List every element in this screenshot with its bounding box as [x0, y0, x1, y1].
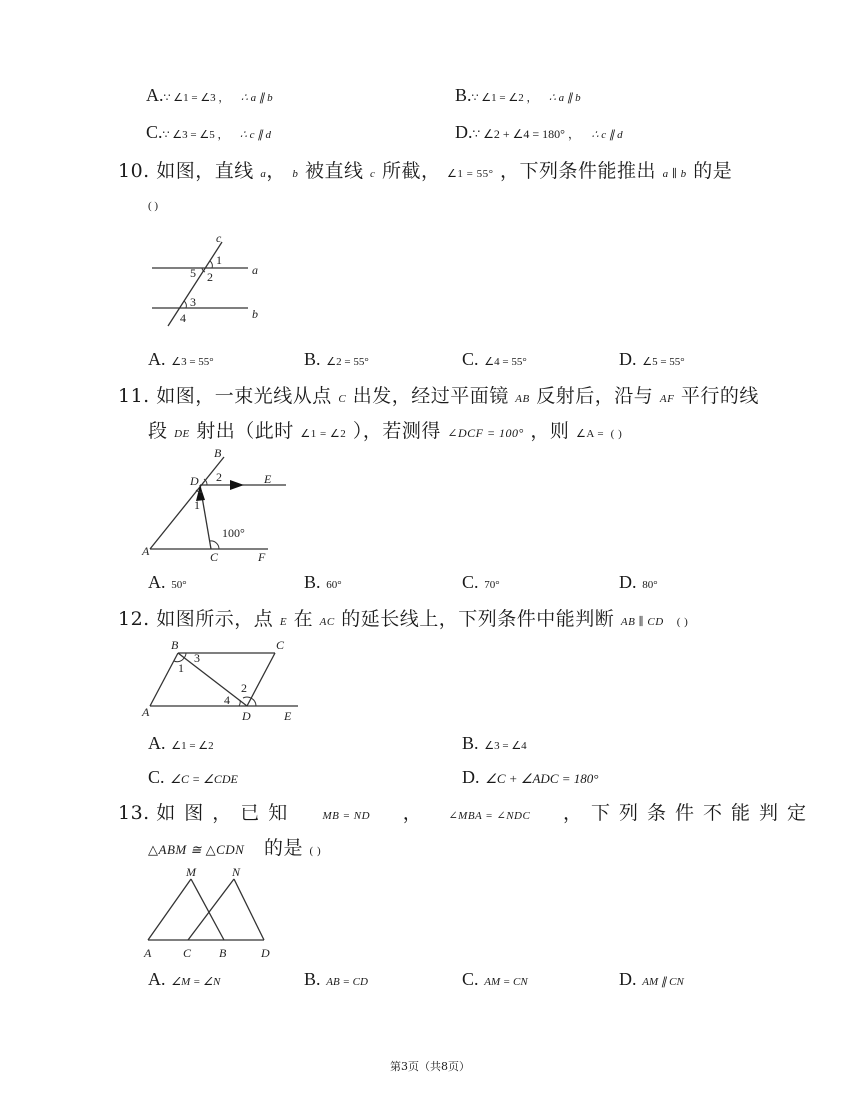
q10-stem: 10. 如图，直线 a， b 被直线 c 所截， ∠1 = 55° ，下列条件能推出 a ∥ b 的是 [118, 160, 733, 182]
q11-answer-bracket[interactable]: ( ) [610, 428, 623, 440]
q13-answer-bracket[interactable]: ( ) [309, 845, 322, 857]
angle-1-arc [210, 261, 212, 268]
q12-option-b[interactable]: B. ∠3 = ∠4 [462, 733, 527, 753]
label-a: a [252, 263, 258, 277]
label-angle-4: 4 [224, 693, 230, 707]
line-AM [148, 879, 191, 940]
label-M: M [186, 865, 196, 879]
q12-option-a[interactable]: A. ∠1 = ∠2 [148, 733, 214, 753]
label-angle-1: 1 [194, 498, 200, 512]
label-D: D [261, 946, 270, 960]
label-100: 100° [222, 526, 245, 540]
label-C: C [183, 946, 192, 960]
angle-3-arc [184, 301, 186, 308]
label-angle-3: 3 [190, 295, 196, 309]
label-angle-3: 3 [194, 651, 200, 665]
line-ND [234, 879, 264, 940]
line-c [168, 242, 222, 326]
q9-option-b[interactable]: B.∵ ∠1 = ∠2 ， ∴ a ∥ b [455, 85, 581, 105]
label-A: A [142, 544, 150, 558]
line-BD [178, 653, 247, 706]
q10-figure [140, 230, 280, 330]
q12-option-c[interactable]: C. ∠C = ∠CDE [148, 767, 238, 787]
arrow-right [230, 480, 244, 490]
q11-option-c[interactable]: C. 70° [462, 572, 500, 592]
label-C: C [276, 638, 285, 652]
label-angle-2: 2 [207, 270, 213, 284]
line-AB [150, 653, 178, 706]
label-c: c [216, 231, 222, 245]
q10-option-a[interactable]: A. ∠3 = 55° [148, 349, 214, 369]
q11-option-a[interactable]: A. 50° [148, 572, 187, 592]
q13-stem-line1: 13. 如图，已知 MB = ND ， ∠MBA = ∠NDC ，下列条件不能判定 [118, 802, 816, 824]
label-A: A [144, 946, 152, 960]
q13-option-c[interactable]: C. AM = CN [462, 969, 528, 989]
label-F: F [258, 550, 266, 564]
q10-option-d[interactable]: D. ∠5 = 55° [619, 349, 685, 369]
q12-figure [138, 636, 308, 726]
q9-option-c[interactable]: C.∵ ∠3 = ∠5 ， ∴ c ∥ d [146, 122, 272, 142]
q13-option-a[interactable]: A. ∠M = ∠N [148, 969, 221, 989]
q10-option-b[interactable]: B. ∠2 = 55° [304, 349, 369, 369]
q12-option-d[interactable]: D. ∠C + ∠ADC = 180° [462, 767, 599, 787]
q13-option-b[interactable]: B. AB = CD [304, 969, 368, 989]
q13-stem-line2: △ABM ≅ △CDN 的是 ( ) [148, 837, 322, 859]
q9-option-a[interactable]: A.∵ ∠1 = ∠3 ， ∴ a ∥ b [146, 85, 273, 105]
label-B: B [219, 946, 227, 960]
label-C: C [210, 550, 219, 564]
label-angle-1: 1 [216, 253, 222, 267]
q10-answer-bracket[interactable]: ( ) [148, 200, 159, 212]
line-AB [150, 457, 224, 549]
angle-3-arc [184, 653, 186, 658]
label-angle-2: 2 [216, 470, 222, 484]
label-angle-1: 1 [178, 661, 184, 675]
q11-stem-line1: 11. 如图，一束光线从点 C 出发，经过平面镜 AB 反射后，沿与 AF 平行的线 [118, 385, 759, 407]
line-CN [188, 879, 234, 940]
q11-option-d[interactable]: D. 80° [619, 572, 658, 592]
page-footer: 第3页（共8页） [390, 1060, 470, 1073]
q9-option-d[interactable]: D.∵ ∠2 + ∠4 = 180° ， ∴ c ∥ d [455, 122, 623, 142]
q11-figure [138, 445, 298, 567]
q13-option-d[interactable]: D. AM ∥ CN [619, 969, 684, 989]
line-MB [191, 879, 224, 940]
q11-option-b[interactable]: B. 60° [304, 572, 342, 592]
q10-option-c[interactable]: C. ∠4 = 55° [462, 349, 527, 369]
q12-answer-bracket[interactable]: ( ) [676, 616, 689, 628]
q12-stem: 12. 如图所示，点 E 在 AC 的延长线上，下列条件中能判断 AB ∥ CD ( ) [118, 608, 689, 630]
label-b: b [252, 307, 258, 321]
label-E: E [284, 709, 292, 723]
label-angle-2: 2 [241, 681, 247, 695]
label-angle-5: 5 [190, 266, 196, 280]
label-A: A [142, 705, 150, 719]
label-angle-4: 4 [180, 311, 186, 325]
label-D: D [190, 474, 199, 488]
label-B: B [171, 638, 179, 652]
q13-figure [138, 864, 278, 964]
label-N: N [232, 865, 241, 879]
label-B: B [214, 446, 222, 460]
label-D: D [242, 709, 251, 723]
q11-stem-line2: 段 DE 射出（此时 ∠1 = ∠2 ），若测得 ∠DCF = 100° ，则 ∠A = ( ) [148, 420, 623, 442]
label-E: E [264, 472, 272, 486]
